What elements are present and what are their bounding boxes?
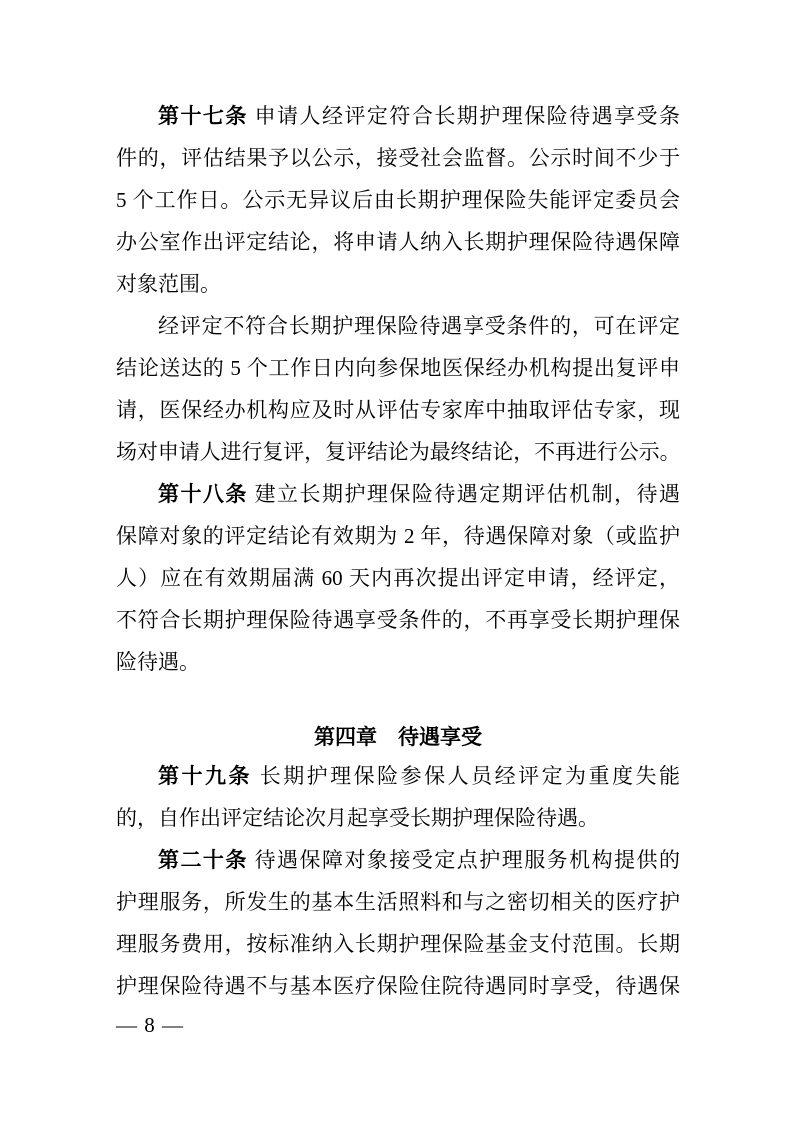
line-text: 护理保险待遇不与基本医疗保险住院待遇同时享受，待遇保 [116,974,680,998]
text-line [116,755,680,797]
text-line [116,263,680,305]
text-line [116,839,680,881]
text-line [116,965,680,1007]
text-line [116,923,680,965]
text-line [116,641,680,683]
line-text: 人）应在有效期届满 60 天内再次提出评定申请，经评定， [116,566,680,590]
line-text: 护理服务，所发生的基本生活照料和与之密切相关的医疗护 [116,890,680,914]
text-line [116,95,680,137]
line-text: 长期护理保险参保人员经评定为重度失能 [251,764,681,788]
line-text: 险待遇。 [116,650,200,674]
text-line [116,557,680,599]
text-line [116,599,680,641]
document-body [116,95,680,1007]
text-line [116,473,680,515]
line-text: 件的，评估结果予以公示，接受社会监督。公示时间不少于 [116,146,680,170]
article-number: 第十九条 [158,764,252,788]
text-line [116,515,680,557]
line-text: 建立长期护理保险待遇定期评估机制，待遇 [247,482,681,506]
line-text: 5 个工作日。公示无异议后由长期护理保险失能评定委员会 [116,188,680,212]
line-text: 申请人经评定符合长期护理保险待遇享受条 [247,104,681,128]
line-text: 结论送达的 5 个工作日内向参保地医保经办机构提出复评申 [116,356,680,380]
line-text: 的，自作出评定结论次月起享受长期护理保险待遇。 [116,806,599,830]
line-text: 理服务费用，按标准纳入长期护理保险基金支付范围。长期 [116,932,680,956]
line-text: 对象范围。 [116,272,221,296]
line-text: 办公室作出评定结论，将申请人纳入长期护理保险待遇保障 [116,230,680,254]
text-line [116,137,680,179]
text-line [116,221,680,263]
line-text: 场对申请人进行复评，复评结论为最终结论，不再进行公示。 [116,440,680,464]
chapter-heading: 第四章 待遇享受 [314,725,482,749]
line-text: 请，医保经办机构应及时从评估专家库中抽取评估专家，现 [116,398,680,422]
page-number: — 8 — [116,1013,184,1037]
text-line [116,881,680,923]
text-line [116,431,680,473]
text-line [116,347,680,389]
text-line [116,305,680,347]
line-text: 待遇保障对象接受定点护理服务机构提供的 [247,848,681,872]
text-line [116,797,680,839]
article-number: 第二十条 [158,848,248,872]
line-text: 不符合长期护理保险待遇享受条件的，不再享受长期护理保 [116,608,680,632]
text-line [116,179,680,221]
text-line [116,389,680,431]
line-text: 经评定不符合长期护理保险待遇享受条件的，可在评定 [158,314,680,338]
article-number: 第十八条 [158,482,248,506]
line-text: 保障对象的评定结论有效期为 2 年，待遇保障对象（或监护 [116,524,680,548]
article-number: 第十七条 [158,104,248,128]
